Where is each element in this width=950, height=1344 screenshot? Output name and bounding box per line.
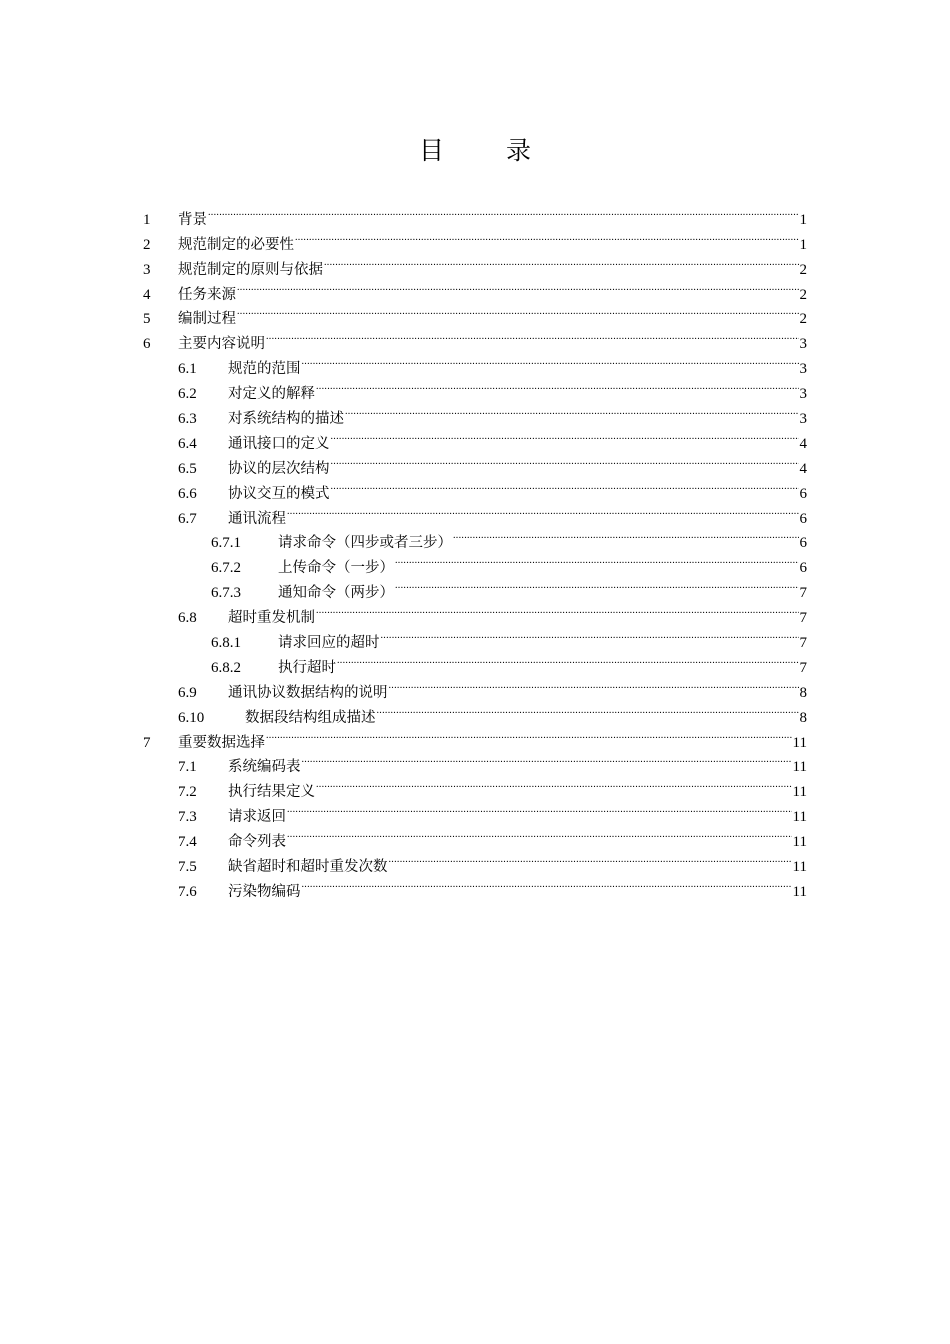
toc-entry-page: 8 [799,684,807,701]
page-title [0,134,950,168]
toc-entry-label: 对定义的解释 [228,386,315,403]
toc-entry-page: 11 [792,809,807,826]
toc-leader-dots [395,572,799,597]
toc-entry-number: 3 [143,261,151,278]
toc-entry-label: 污染物编码 [228,883,301,900]
toc-entry-page: 4 [799,435,807,452]
toc-entry-number: 6.3 [178,411,197,428]
toc-leader-dots [453,523,799,548]
table-of-contents [143,199,807,900]
toc-entry-number: 6 [143,336,151,353]
toc-entry-label: 规范的范围 [228,361,301,378]
toc-leader-dots [345,398,799,423]
toc-entry-number: 6.4 [178,435,197,452]
toc-entry-page: 6 [799,510,807,527]
toc-leader-dots [287,796,792,821]
toc-leader-dots [316,771,792,796]
toc-entry[interactable] [143,224,807,253]
toc-entry-number: 6.6 [178,485,197,502]
toc-entry[interactable] [143,323,807,353]
toc-entry-label: 编制过程 [178,311,236,328]
toc-entry-label: 协议的层次结构 [228,460,330,477]
toc-entry-label: 通讯协议数据结构的说明 [228,684,388,701]
toc-entry-label: 规范制定的原则与依据 [178,261,323,278]
toc-leader-dots [381,622,799,647]
toc-entry-page: 4 [799,460,807,477]
toc-entry-label: 请求返回 [228,809,286,826]
toc-entry-page: 1 [799,211,807,228]
toc-entry-label: 重要数据选择 [178,734,265,751]
toc-entry-page: 11 [792,784,807,801]
toc-entry-number: 6.7.2 [211,560,241,577]
toc-entry-number: 7.3 [178,809,197,826]
toc-leader-dots [237,299,799,324]
toc-entry[interactable] [143,199,807,228]
toc-leader-dots [316,597,799,622]
toc-entry-page: 7 [799,585,807,602]
toc-entry-number: 7.5 [178,859,197,876]
toc-entry-number: 1 [143,211,151,228]
toc-leader-dots [302,871,792,896]
toc-entry-label: 缺省超时和超时重发次数 [228,859,388,876]
toc-entry-page: 6 [799,485,807,502]
toc-entry-label: 数据段结构组成描述 [245,709,376,726]
toc-entry-page: 3 [799,336,807,353]
toc-entry-page: 2 [799,311,807,328]
toc-leader-dots [266,323,799,348]
toc-entry-page: 1 [799,236,807,253]
toc-leader-dots [331,448,799,473]
toc-entry-label: 超时重发机制 [228,610,315,627]
toc-entry-label: 执行结果定义 [228,784,315,801]
toc-leader-dots [208,199,799,224]
toc-entry-number: 6.8.1 [211,635,241,652]
toc-entry-label: 执行超时 [278,659,336,676]
toc-entry-label: 请求命令（四步或者三步） [278,535,452,552]
toc-entry-number: 6.8 [178,610,197,627]
toc-entry-label: 规范制定的必要性 [178,236,294,253]
toc-entry-page: 7 [799,659,807,676]
toc-entry-number: 2 [143,236,151,253]
toc-entry-page: 6 [799,535,807,552]
toc-entry-number: 4 [143,286,151,303]
toc-leader-dots [389,846,792,871]
toc-leader-dots [287,498,799,523]
toc-entry-number: 6.10 [178,709,205,726]
toc-entry-label: 请求回应的超时 [278,635,380,652]
toc-entry-page: 7 [799,635,807,652]
toc-entry-number: 6.7 [178,510,197,527]
toc-entry-label: 协议交互的模式 [228,485,330,502]
toc-entry-page: 7 [799,610,807,627]
toc-entry-label: 通知命令（两步） [278,585,394,602]
toc-leader-dots [377,697,799,722]
toc-leader-dots [331,473,799,498]
toc-entry-label: 命令列表 [228,834,286,851]
toc-entry-label: 通讯流程 [228,510,286,527]
toc-entry-label: 上传命令（一步） [278,560,394,577]
toc-entry-label: 系统编码表 [228,759,301,776]
toc-leader-dots [316,373,799,398]
toc-entry-page: 3 [799,361,807,378]
toc-entry-page: 2 [799,261,807,278]
toc-leader-dots [302,348,799,373]
toc-entry-number: 6.9 [178,684,197,701]
toc-entry-page: 2 [799,286,807,303]
toc-entry-number: 6.1 [178,361,197,378]
toc-entry-page: 11 [792,883,807,900]
toc-entry-number: 5 [143,311,151,328]
toc-entry-page: 11 [792,834,807,851]
toc-entry-number: 7.4 [178,834,197,851]
toc-leader-dots [337,647,799,672]
toc-entry-number: 6.2 [178,386,197,403]
toc-entry-number: 6.8.2 [211,659,241,676]
toc-entry-number: 6.7.1 [211,535,241,552]
toc-entry-label: 主要内容说明 [178,336,265,353]
toc-leader-dots [287,821,792,846]
toc-entry-number: 7 [143,734,151,751]
toc-entry[interactable] [143,299,807,328]
toc-entry-number: 7.2 [178,784,197,801]
toc-entry-page: 8 [799,709,807,726]
toc-leader-dots [331,423,799,448]
toc-entry-page: 3 [799,386,807,403]
toc-entry-page: 6 [799,560,807,577]
toc-leader-dots [266,722,792,747]
toc-entry-page: 11 [792,859,807,876]
toc-leader-dots [302,747,792,772]
toc-leader-dots [389,672,799,697]
toc-entry[interactable] [143,274,807,303]
toc-entry-label: 通讯接口的定义 [228,435,330,452]
toc-entry-page: 11 [792,734,807,751]
toc-entry-number: 6.5 [178,460,197,477]
toc-entry-page: 3 [799,411,807,428]
toc-entry-page: 11 [792,759,807,776]
toc-entry-label: 任务来源 [178,286,236,303]
toc-leader-dots [395,547,799,572]
toc-leader-dots [295,224,799,249]
title-char-2: 录 [506,136,532,165]
toc-entry-number: 7.1 [178,759,197,776]
title-char-1: 目 [418,136,444,165]
toc-entry-number: 6.7.3 [211,585,241,602]
toc-entry-label: 背景 [178,211,207,228]
toc-leader-dots [237,274,799,299]
toc-entry-number: 7.6 [178,883,197,900]
toc-leader-dots [324,249,799,274]
toc-entry-label: 对系统结构的描述 [228,411,344,428]
